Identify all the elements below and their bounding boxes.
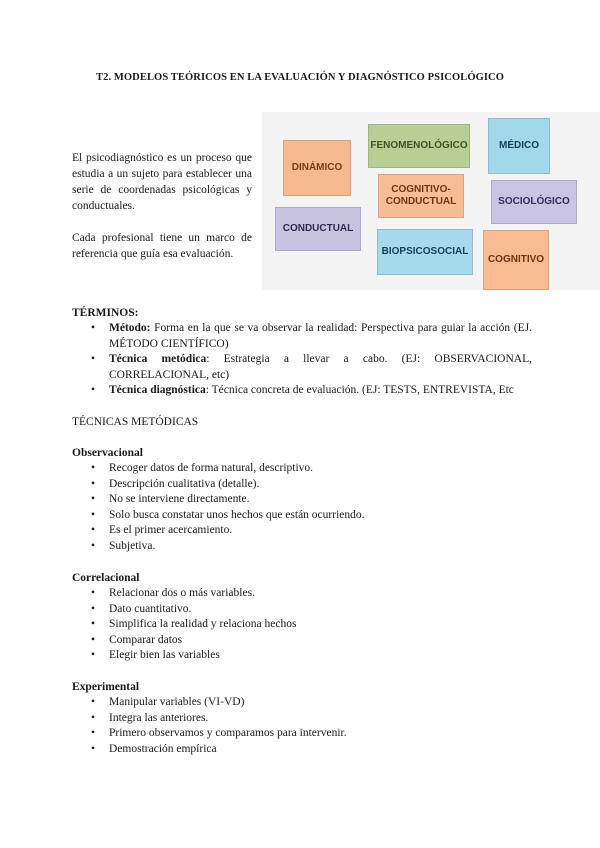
model-box-medico: MÉDICO bbox=[488, 118, 550, 174]
list-item: • No se interviene directamente. bbox=[72, 492, 532, 508]
list-item: • Integra las anteriores. bbox=[72, 711, 532, 727]
intro-paragraph-1: El psicodiagnóstico es un proceso que estudia a un sujeto para establecer una serie de coordenadas psicológicas y conductuales. bbox=[72, 152, 252, 212]
list-item: • Relacionar dos o más variables. bbox=[72, 586, 532, 602]
model-box-dinamico: DINÁMICO bbox=[283, 140, 351, 196]
model-box-biopsicosocial: BIOPSICOSOCIAL bbox=[377, 229, 473, 275]
correlacional-section bbox=[72, 570, 532, 664]
list-item: • Demostración empírica bbox=[72, 742, 532, 758]
experimental-list bbox=[72, 695, 532, 757]
intro-text bbox=[72, 150, 252, 278]
list-item: • Comparar datos bbox=[72, 633, 532, 649]
model-box-conductual: CONDUCTUAL bbox=[275, 207, 361, 251]
term-text: : Técnica concreta de evaluación. (EJ: TESTS, ENTREVISTA, Etc bbox=[205, 384, 514, 397]
list-item: • Recoger datos de forma natural, descriptivo. bbox=[72, 461, 532, 477]
list-item: • Solo busca constatar unos hechos que están ocurriendo. bbox=[72, 508, 532, 524]
intro-paragraph-2: Cada profesional tiene un marco de referencia que guía esa evaluación. bbox=[72, 232, 252, 260]
model-box-sociologico: SOCIOLÓGICO bbox=[491, 180, 577, 224]
term-label: Técnica metódica bbox=[109, 353, 207, 366]
terminos-heading: TÉRMINOS: bbox=[72, 307, 139, 319]
experimental-heading: Experimental bbox=[72, 681, 140, 693]
list-item: • Simplifica la realidad y relaciona hechos bbox=[72, 617, 532, 633]
list-item: • Elegir bien las variables bbox=[72, 648, 532, 664]
term-label: Técnica diagnóstica bbox=[109, 384, 206, 397]
model-box-cognitivo: COGNITIVO bbox=[483, 230, 549, 290]
tecnicas-heading-block bbox=[72, 414, 532, 430]
correlacional-heading: Correlacional bbox=[72, 572, 140, 584]
observacional-heading: Observacional bbox=[72, 447, 143, 459]
term-text: Forma en la que se va observar la realidad: Perspectiva para guiar la acción (EJ. MÉTODO CIENTÍFICO) bbox=[109, 322, 532, 350]
list-item: • Descripción cualitativa (detalle). bbox=[72, 477, 532, 493]
document-title: T2. MODELOS TEÓRICOS EN LA EVALUACIÓN Y DIAGNÓSTICO PSICOLÓGICO bbox=[95, 72, 504, 83]
list-item bbox=[72, 352, 532, 383]
list-item bbox=[72, 383, 532, 399]
terminos-list bbox=[72, 321, 532, 399]
term-label: Método: bbox=[109, 322, 151, 334]
tecnicas-heading: TÉCNICAS METÓDICAS bbox=[72, 416, 199, 428]
list-item: • Dato cuantitativo. bbox=[72, 602, 532, 618]
list-item: • Es el primer acercamiento. bbox=[72, 523, 532, 539]
correlacional-list bbox=[72, 586, 532, 664]
model-box-fenomenologico: FENOMENOLÓGICO bbox=[368, 124, 470, 168]
term-text: : Estrategia a llevar a cabo. (EJ: OBSERVACIONAL, CORRELACIONAL, etc) bbox=[109, 353, 532, 381]
experimental-section bbox=[72, 679, 532, 757]
list-item bbox=[72, 321, 532, 352]
terminos-section bbox=[72, 305, 532, 399]
model-box-cognitivo-conductual: COGNITIVO-CONDUCTUAL bbox=[378, 174, 464, 218]
models-diagram bbox=[262, 112, 600, 290]
list-item: • Subjetiva. bbox=[72, 539, 532, 555]
observacional-section bbox=[72, 445, 532, 555]
list-item: • Primero observamos y comparamos para intervenir. bbox=[72, 726, 532, 742]
observacional-list bbox=[72, 461, 532, 555]
list-item: • Manipular variables (VI-VD) bbox=[72, 695, 532, 711]
